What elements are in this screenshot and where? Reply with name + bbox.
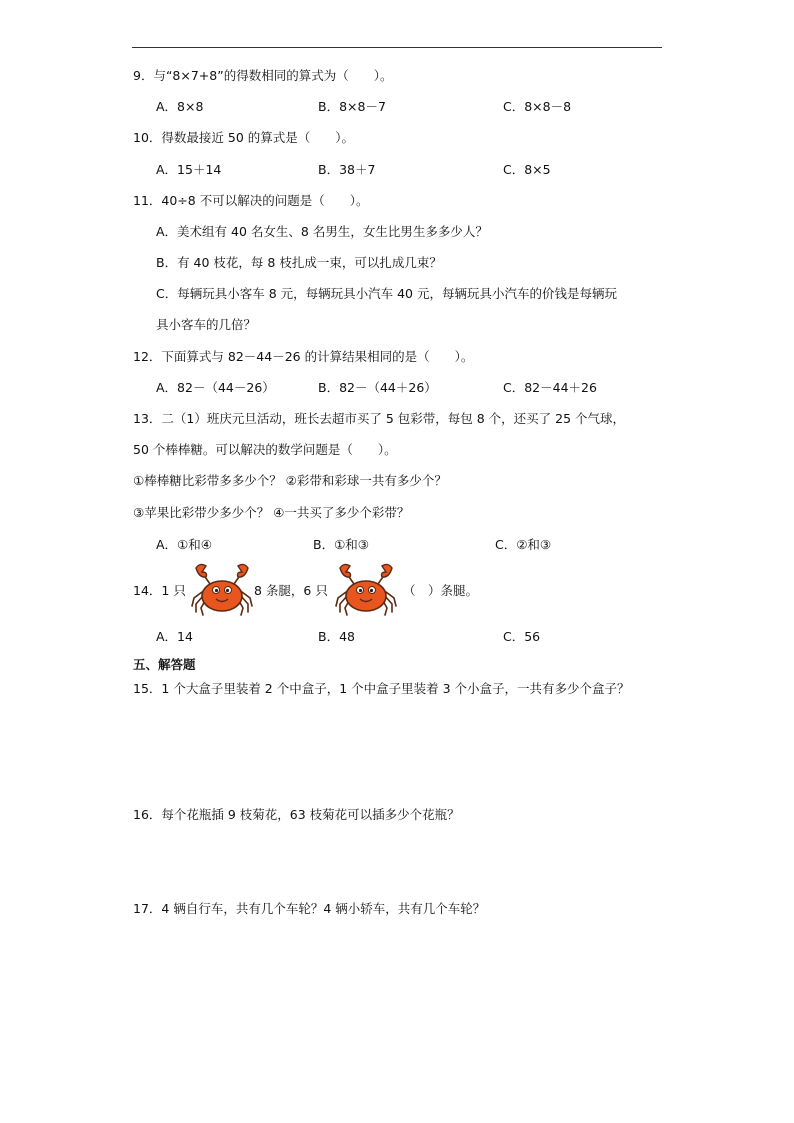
q13-subquestions-2: ③苹果比彩带少多少个？ ④一共买了多少个彩带？ — [133, 505, 410, 520]
q12-option-c: C．82－44＋26 — [503, 380, 597, 395]
q9-option-c: C．8×8－8 — [503, 99, 572, 114]
question-9: 9．与“8×7+8”的得数相同的算式为（ ）。 — [133, 68, 393, 83]
question-10: 10．得数最接近 50 的算式是（ ）。 — [133, 130, 355, 145]
question-13-line1: 13．二（1）班庆元旦活动，班长去超市买了 5 包彩带，每包 8 个，还买了 25 个气球， — [133, 411, 626, 426]
q11-option-b: B．有 40 枝花，每 8 枝扎成一束，可以扎成几束？ — [156, 255, 442, 270]
question-12: 12．下面算式与 82－44－26 的计算结果相同的是（ ）。 — [133, 349, 474, 364]
q14-option-c: C．56 — [503, 629, 541, 644]
question-13-line2: 50 个棒棒糖。可以解决的数学问题是（ ）。 — [133, 442, 397, 457]
q11-option-c-line2: 具小客车的几倍？ — [156, 317, 257, 332]
q14-option-b: B．48 — [318, 629, 355, 644]
q10-option-b: B．38＋7 — [318, 162, 376, 177]
question-17: 17．4 辆自行车，共有几个车轮？4 辆小轿车，共有几个车轮？ — [133, 901, 486, 916]
q12-option-a: A．82－（44－26） — [156, 380, 275, 395]
crab-icon — [190, 562, 254, 618]
q9-option-a: A．8×8 — [156, 99, 204, 114]
crab-icon — [334, 562, 398, 618]
section-heading: 五、解答题 — [133, 657, 196, 672]
question-11: 11．40÷8 不可以解决的问题是（ ）。 — [133, 193, 369, 208]
question-15: 15．1 个大盒子里装着 2 个中盒子，1 个中盒子里装着 3 个小盒子，一共有多少个盒子？ — [133, 681, 630, 696]
q13-option-b: B．①和③ — [313, 537, 369, 552]
q13-subquestions-1: ①棒棒糖比彩带多多少个？ ②彩带和彩球一共有多少个？ — [133, 473, 447, 488]
question-14-part3: （ ）条腿。 — [403, 583, 479, 598]
header-rule — [132, 47, 662, 48]
q12-option-b: B．82－（44＋26） — [318, 380, 437, 395]
question-14-part1: 14．1 只 — [133, 583, 186, 598]
q10-option-a: A．15＋14 — [156, 162, 222, 177]
q10-option-c: C．8×5 — [503, 162, 551, 177]
q11-option-c-line1: C．每辆玩具小客车 8 元，每辆玩具小汽车 40 元，每辆玩具小汽车的价钱是每辆玩 — [156, 286, 617, 301]
q13-option-c: C．②和③ — [495, 537, 552, 552]
q11-option-a: A．美术组有 40 名女生、8 名男生，女生比男生多多少人？ — [156, 224, 488, 239]
q13-option-a: A．①和④ — [156, 537, 212, 552]
q14-option-a: A．14 — [156, 629, 193, 644]
q9-option-b: B．8×8－7 — [318, 99, 386, 114]
question-14-part2: 8 条腿，6 只 — [254, 583, 328, 598]
question-16: 16．每个花瓶插 9 枝菊花，63 枝菊花可以插多少个花瓶？ — [133, 807, 460, 822]
